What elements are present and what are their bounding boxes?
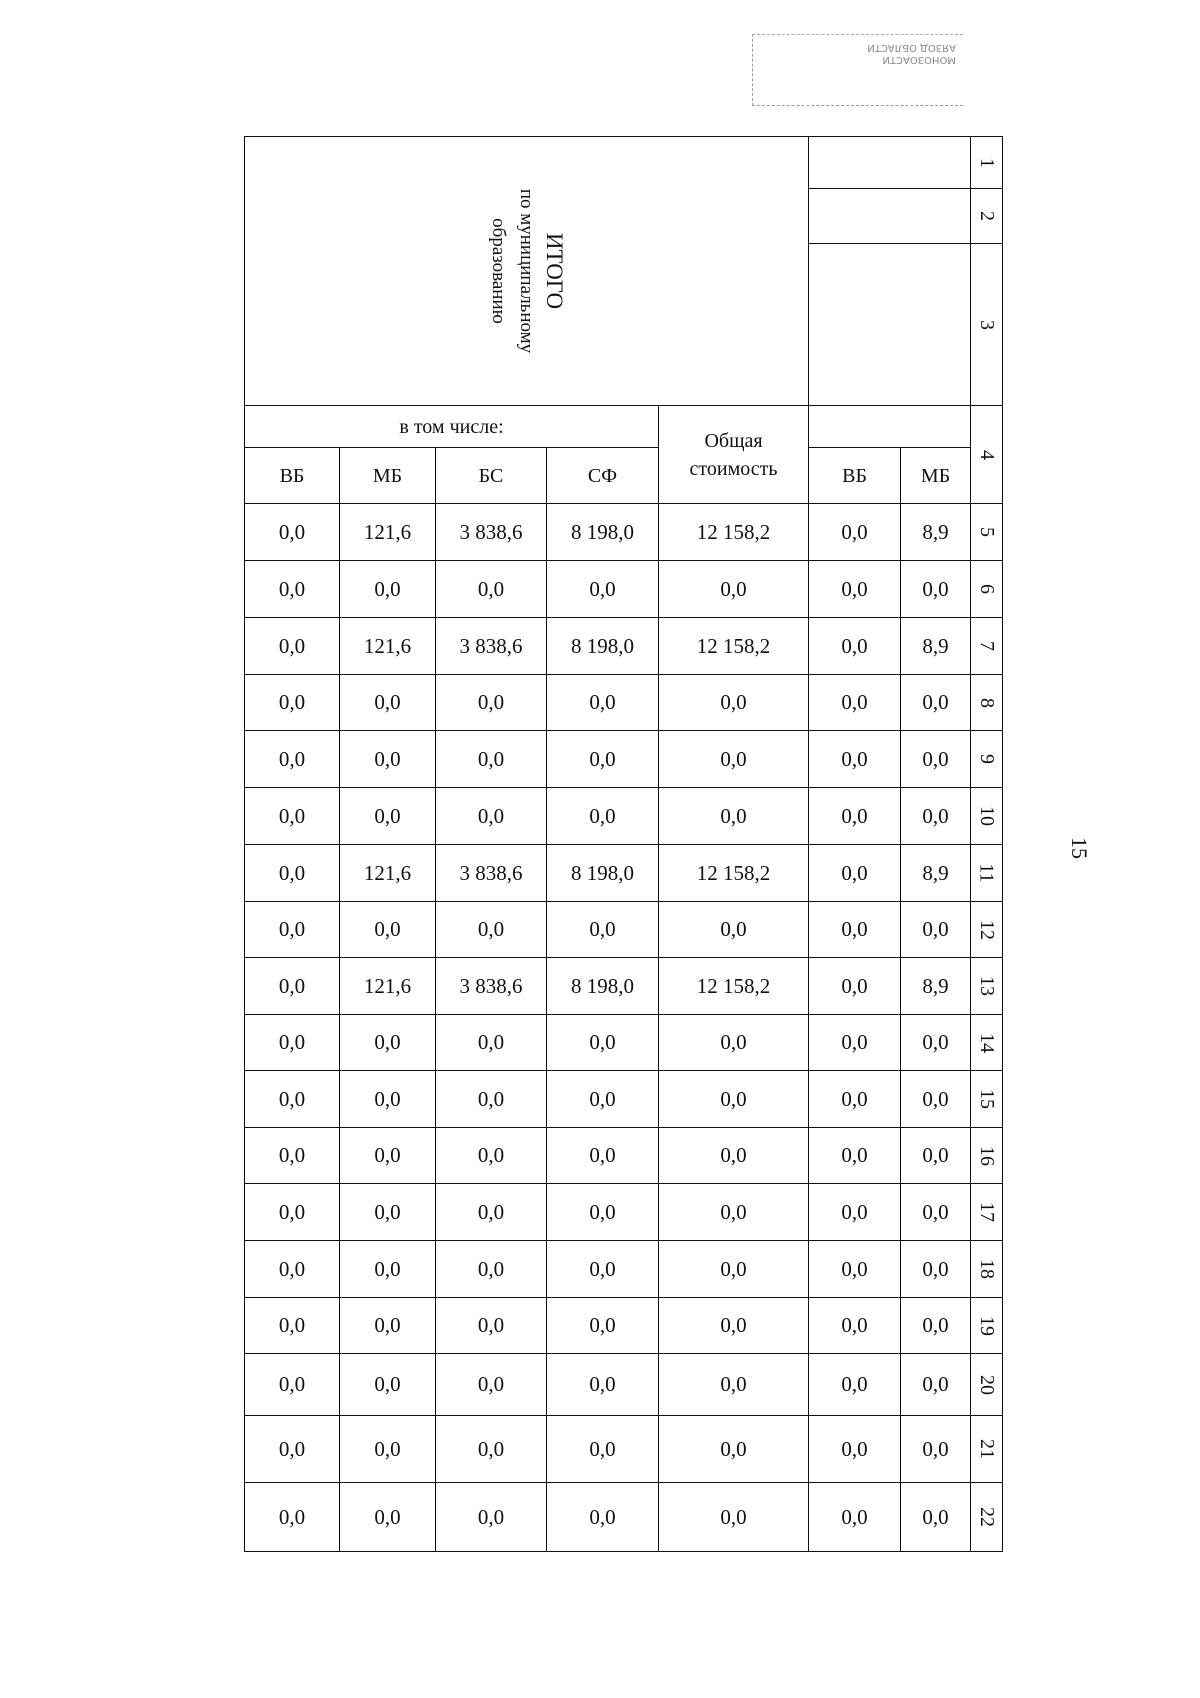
table-cell: 0,0 <box>340 1128 436 1184</box>
row-number: 16 <box>971 1128 1003 1184</box>
row-number: 18 <box>971 1241 1003 1298</box>
table-row <box>245 731 1003 788</box>
table-cell: 0,0 <box>340 1241 436 1298</box>
table-cell: 0,0 <box>809 1241 901 1298</box>
table-row <box>245 958 1003 1015</box>
table-cell: 0,0 <box>809 1483 901 1552</box>
table-cell: 0,0 <box>436 561 547 618</box>
sub-header-vb: ВБ <box>245 448 340 504</box>
blank-cell-3 <box>809 244 971 406</box>
table-cell: 3 838,6 <box>436 845 547 902</box>
row-number-1: 1 <box>971 137 1003 189</box>
table-cell: 0,0 <box>659 1483 809 1552</box>
table-cell: 0,0 <box>340 675 436 731</box>
table-cell: 0,0 <box>901 1241 971 1298</box>
table-cell: 0,0 <box>659 1298 809 1354</box>
table-cell: 0,0 <box>340 1416 436 1483</box>
table-cell: 0,0 <box>245 902 340 958</box>
page-number: 15 <box>1067 837 1092 859</box>
table-title <box>485 189 569 353</box>
table-cell: 0,0 <box>659 1241 809 1298</box>
table-cell: 8,9 <box>901 958 971 1015</box>
table-cell: 0,0 <box>245 1241 340 1298</box>
row-number: 19 <box>971 1298 1003 1354</box>
table-cell: 0,0 <box>901 675 971 731</box>
table-cell: 0,0 <box>547 1241 659 1298</box>
table-cell: 0,0 <box>809 731 901 788</box>
table-cell: 0,0 <box>436 1184 547 1241</box>
table-cell: 0,0 <box>436 675 547 731</box>
row-number: 13 <box>971 958 1003 1015</box>
table-row <box>245 561 1003 618</box>
title-line-1: ИТОГО <box>542 232 568 310</box>
row-number: 22 <box>971 1483 1003 1552</box>
table-cell: 0,0 <box>547 1298 659 1354</box>
table-cell: 0,0 <box>245 1416 340 1483</box>
table-cell: 0,0 <box>547 561 659 618</box>
row-number-2: 2 <box>971 189 1003 244</box>
table-cell: 0,0 <box>809 561 901 618</box>
table-cell: 0,0 <box>340 1483 436 1552</box>
table-cell: 0,0 <box>547 1184 659 1241</box>
table-row <box>245 845 1003 902</box>
table-cell: 0,0 <box>547 1071 659 1128</box>
table-cell: 0,0 <box>659 902 809 958</box>
table-cell: 0,0 <box>547 1015 659 1071</box>
table-cell: 0,0 <box>245 958 340 1015</box>
table-cell: 0,0 <box>436 731 547 788</box>
table-cell: 0,0 <box>436 1354 547 1416</box>
table-cell: 0,0 <box>340 731 436 788</box>
stamp-line-2: АЯЗОД ОБЛАСТИ <box>867 42 956 53</box>
row-number: 9 <box>971 731 1003 788</box>
row-number: 12 <box>971 902 1003 958</box>
table-cell: 0,0 <box>809 1128 901 1184</box>
table-cell: 0,0 <box>659 1184 809 1241</box>
table-cell: 12 158,2 <box>659 504 809 561</box>
row-number: 21 <box>971 1416 1003 1483</box>
table-cell: 121,6 <box>340 618 436 675</box>
table-cell: 8,9 <box>901 618 971 675</box>
row-number: 20 <box>971 1354 1003 1416</box>
table-cell: 0,0 <box>245 1015 340 1071</box>
stamp-line-1: МОНОЗОАСТИ <box>882 54 956 65</box>
table-cell: 121,6 <box>340 958 436 1015</box>
document-stamp <box>752 34 963 106</box>
table-row <box>245 902 1003 958</box>
table-cell: 0,0 <box>245 1483 340 1552</box>
blank-cell-4 <box>809 406 971 448</box>
table-cell: 0,0 <box>340 1298 436 1354</box>
table-cell: 0,0 <box>547 731 659 788</box>
table-cell: 0,0 <box>245 504 340 561</box>
table-cell: 0,0 <box>547 1483 659 1552</box>
title-line-3: образованию <box>488 218 510 324</box>
table-cell: 0,0 <box>340 1071 436 1128</box>
summary-table <box>244 136 1003 1552</box>
table-row <box>245 504 1003 561</box>
right-header-vb: ВБ <box>809 448 901 504</box>
table-cell: 3 838,6 <box>436 504 547 561</box>
table-row <box>245 1483 1003 1552</box>
table-cell: 0,0 <box>659 731 809 788</box>
table-cell: 0,0 <box>245 675 340 731</box>
table-cell: 0,0 <box>436 1128 547 1184</box>
table-cell: 3 838,6 <box>436 618 547 675</box>
table-cell: 0,0 <box>901 1298 971 1354</box>
table-cell: 0,0 <box>436 1298 547 1354</box>
row-number: 8 <box>971 675 1003 731</box>
table-row <box>245 1128 1003 1184</box>
table-cell: 0,0 <box>901 561 971 618</box>
sub-header-bs: БС <box>436 448 547 504</box>
table-cell: 0,0 <box>245 1071 340 1128</box>
table-cell: 8 198,0 <box>547 504 659 561</box>
total-cost-header: Общая стоимость <box>659 406 809 504</box>
table-cell: 0,0 <box>901 1354 971 1416</box>
table-cell: 0,0 <box>659 561 809 618</box>
table-row <box>245 1015 1003 1071</box>
row-number: 7 <box>971 618 1003 675</box>
table-cell: 0,0 <box>340 788 436 845</box>
table-cell: 0,0 <box>436 1015 547 1071</box>
table-cell: 121,6 <box>340 845 436 902</box>
table-cell: 0,0 <box>340 561 436 618</box>
sub-header-sf: СФ <box>547 448 659 504</box>
table-row <box>245 1071 1003 1128</box>
sub-header-mb: МБ <box>340 448 436 504</box>
table-cell: 0,0 <box>547 902 659 958</box>
table-cell: 0,0 <box>340 902 436 958</box>
table-cell: 0,0 <box>245 731 340 788</box>
table-cell: 0,0 <box>809 902 901 958</box>
right-header-mb: МБ <box>901 448 971 504</box>
table-row <box>245 675 1003 731</box>
table-cell: 0,0 <box>659 1128 809 1184</box>
row-number: 10 <box>971 788 1003 845</box>
title-cell <box>245 137 809 406</box>
table-cell: 8,9 <box>901 504 971 561</box>
blank-cell-1 <box>809 137 971 189</box>
table-row <box>245 788 1003 845</box>
table-row <box>245 1354 1003 1416</box>
table-cell: 0,0 <box>547 788 659 845</box>
table-cell: 0,0 <box>809 1015 901 1071</box>
table-cell: 0,0 <box>809 1416 901 1483</box>
table-row <box>245 1298 1003 1354</box>
table-row <box>245 1184 1003 1241</box>
table-cell: 0,0 <box>245 561 340 618</box>
row-number: 6 <box>971 561 1003 618</box>
table-cell: 0,0 <box>901 1128 971 1184</box>
table-cell: 0,0 <box>436 1241 547 1298</box>
table-cell: 0,0 <box>245 788 340 845</box>
table-cell: 8,9 <box>901 845 971 902</box>
table-row <box>245 1241 1003 1298</box>
table-cell: 0,0 <box>436 788 547 845</box>
title-line-2: по муниципальному <box>516 188 538 354</box>
table-row <box>245 618 1003 675</box>
table-cell: 0,0 <box>659 1416 809 1483</box>
row-number-3: 3 <box>971 244 1003 406</box>
table-cell: 0,0 <box>901 902 971 958</box>
blank-cell-2 <box>809 189 971 244</box>
table-cell: 0,0 <box>245 845 340 902</box>
table-cell: 0,0 <box>901 1483 971 1552</box>
table-cell: 0,0 <box>809 788 901 845</box>
table-cell: 0,0 <box>809 845 901 902</box>
table-cell: 0,0 <box>547 1416 659 1483</box>
table-cell: 0,0 <box>245 1128 340 1184</box>
table-cell: 0,0 <box>436 1483 547 1552</box>
table-cell: 0,0 <box>809 618 901 675</box>
table-cell: 12 158,2 <box>659 845 809 902</box>
table-cell: 0,0 <box>340 1184 436 1241</box>
row-number: 17 <box>971 1184 1003 1241</box>
table-cell: 0,0 <box>901 1184 971 1241</box>
table-cell: 0,0 <box>340 1015 436 1071</box>
table-cell: 0,0 <box>809 958 901 1015</box>
table-cell: 0,0 <box>901 1071 971 1128</box>
table-cell: 0,0 <box>809 504 901 561</box>
table-cell: 0,0 <box>245 1298 340 1354</box>
table-cell: 8 198,0 <box>547 958 659 1015</box>
table-cell: 0,0 <box>245 1184 340 1241</box>
table-cell: 0,0 <box>547 1128 659 1184</box>
table-cell: 0,0 <box>436 1071 547 1128</box>
table-cell: 0,0 <box>659 1071 809 1128</box>
table-cell: 0,0 <box>245 1354 340 1416</box>
table-cell: 8 198,0 <box>547 618 659 675</box>
table-cell: 0,0 <box>809 1071 901 1128</box>
row-number: 11 <box>971 845 1003 902</box>
table-cell: 12 158,2 <box>659 618 809 675</box>
table-cell: 0,0 <box>547 675 659 731</box>
table-cell: 0,0 <box>659 675 809 731</box>
table-cell: 12 158,2 <box>659 958 809 1015</box>
row-number: 5 <box>971 504 1003 561</box>
table-cell: 0,0 <box>901 788 971 845</box>
table-cell: 0,0 <box>340 1354 436 1416</box>
table-row <box>245 1416 1003 1483</box>
table-cell: 0,0 <box>901 1015 971 1071</box>
table-cell: 0,0 <box>809 1298 901 1354</box>
table-cell: 0,0 <box>659 788 809 845</box>
table-cell: 3 838,6 <box>436 958 547 1015</box>
table-cell: 0,0 <box>547 1354 659 1416</box>
table-cell: 0,0 <box>901 731 971 788</box>
table-cell: 0,0 <box>809 675 901 731</box>
table-cell: 0,0 <box>901 1416 971 1483</box>
table-cell: 0,0 <box>809 1184 901 1241</box>
row-number-4: 4 <box>971 406 1003 504</box>
table-cell: 121,6 <box>340 504 436 561</box>
table-cell: 0,0 <box>659 1015 809 1071</box>
row-number: 14 <box>971 1015 1003 1071</box>
table-cell: 0,0 <box>809 1354 901 1416</box>
table-cell: 8 198,0 <box>547 845 659 902</box>
table-cell: 0,0 <box>436 902 547 958</box>
row-number: 15 <box>971 1071 1003 1128</box>
table-cell: 0,0 <box>659 1354 809 1416</box>
table-cell: 0,0 <box>245 618 340 675</box>
table-cell: 0,0 <box>436 1416 547 1483</box>
group-header: в том числе: <box>245 406 659 448</box>
